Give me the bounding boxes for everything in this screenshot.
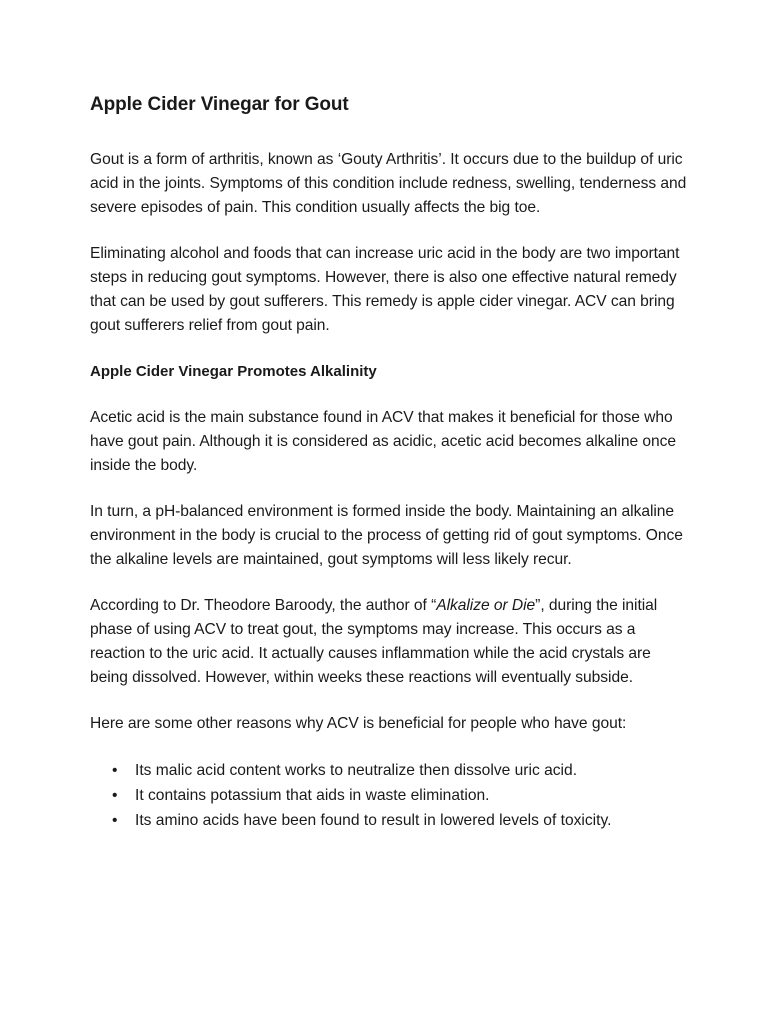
section-heading: Apple Cider Vinegar Promotes Alkalinity — [90, 363, 377, 380]
bullet-icon: • — [112, 787, 118, 804]
list-item — [90, 758, 690, 783]
book-title: Alkalize or Die — [436, 597, 536, 614]
list-item-text: Its amino acids have been found to result in lowered levels of toxicity. — [135, 812, 612, 829]
list-item — [90, 783, 690, 808]
list-item-text: Its malic acid content works to neutralize then dissolve uric acid. — [135, 762, 578, 779]
ph-balance-paragraph: In turn, a pH-balanced environment is formed inside the body. Maintaining an alkaline environment in the body is crucial to the process of getting rid of gout symptoms. Once the alkaline levels are maintained, gout symptoms will less likely recur. — [90, 503, 683, 568]
list-item — [90, 808, 690, 833]
bullet-icon: • — [112, 812, 118, 829]
acetic-acid-paragraph: Acetic acid is the main substance found in ACV that makes it beneficial for those who have gout pain. Although it is considered as acidic, acetic acid becomes alkaline once inside the body. — [90, 409, 677, 474]
reasons-list — [90, 758, 690, 833]
baroody-text-before: According to Dr. Theodore Baroody, the author of “ — [90, 597, 437, 614]
bullet-icon: • — [112, 762, 118, 779]
list-item-text: It contains potassium that aids in waste elimination. — [135, 787, 490, 804]
document-title: Apple Cider Vinegar for Gout — [90, 94, 349, 115]
reasons-intro-paragraph: Here are some other reasons why ACV is beneficial for people who have gout: — [90, 715, 627, 732]
baroody-text-after: ”, during the initial phase of using ACV to treat gout, the symptoms may increase. This occurs as a reaction to the uric acid. It actually causes inflammation while the acid crystals are being dissolved. However, within weeks these reactions will eventually subside. — [90, 597, 658, 686]
document-page — [90, 92, 690, 833]
intro-paragraph: Gout is a form of arthritis, known as ‘Gouty Arthritis’. It occurs due to the buildup of uric acid in the joints. Symptoms of this condition include redness, swelling, tenderness and severe episodes of pain. This condition usually affects the big toe. — [90, 151, 687, 216]
remedy-paragraph: Eliminating alcohol and foods that can increase uric acid in the body are two important steps in reducing gout symptoms. However, there is also one effective natural remedy that can be used by gout sufferers. This remedy is apple cider vinegar. ACV can bring gout sufferers relief from gout pain. — [90, 245, 680, 334]
baroody-paragraph — [90, 594, 690, 690]
